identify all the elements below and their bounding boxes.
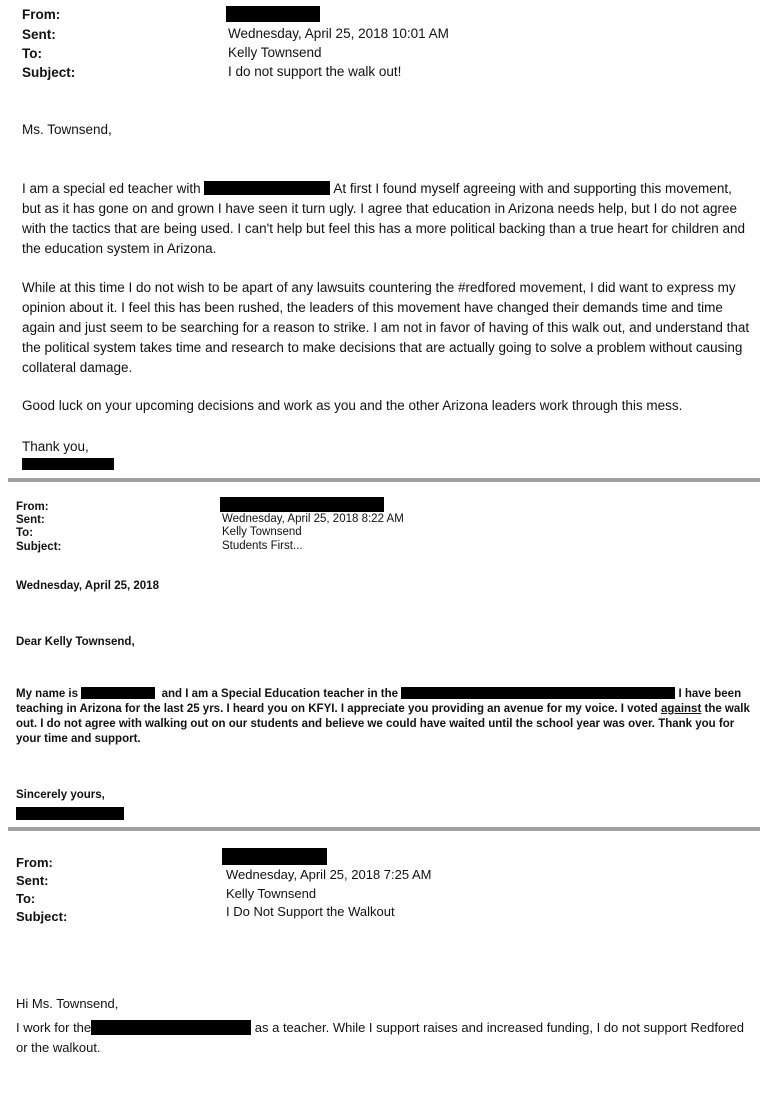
divider: [8, 478, 760, 482]
subject-label: Subject:: [22, 65, 76, 80]
to-value: Kelly Townsend: [228, 45, 322, 60]
closing: Sincerely yours,: [16, 789, 105, 801]
redacted-sender: [220, 497, 384, 512]
from-label: From:: [16, 855, 53, 870]
body-paragraph-1: [16, 1018, 746, 1058]
body-paragraph-3: Good luck on your upcoming decisions and work as you and the other Arizona leaders work through this mess.: [22, 398, 683, 413]
body-paragraph-2: While at this time I do not wish to be apart of any lawsuits countering the #redfored movement, I did want to express my opinion about it. I feel this has been rushed, the leaders of this movement have changed their demands time and time again and just seem to be searching for a reason to strike. I am not in favor of having of this walk out, and understand that the political system takes time and research to make decisions that are actually going to solve a problem without causing collateral damage.: [22, 280, 750, 375]
divider: [8, 827, 760, 831]
body-text: as a teacher. While I support raises and increased funding, I do not support Redfored or the walkout.: [16, 1020, 745, 1055]
body-text: I work for the: [16, 1020, 92, 1035]
sent-value: Wednesday, April 25, 2018 10:01 AM: [228, 26, 449, 41]
to-label: To:: [22, 46, 42, 61]
sent-label: Sent:: [16, 873, 49, 888]
body-text: I am a special ed teacher with: [22, 181, 201, 196]
date-line: Wednesday, April 25, 2018: [16, 580, 159, 592]
subject-label: Subject:: [16, 909, 68, 924]
subject-value: I Do Not Support the Walkout: [226, 904, 395, 919]
body-paragraph-1: [16, 687, 751, 747]
sent-label: Sent:: [16, 514, 45, 526]
greeting: Hi Ms. Townsend,: [16, 996, 119, 1011]
redacted-district: [91, 1020, 251, 1035]
subject-value: I do not support the walk out!: [228, 64, 402, 79]
greeting: Ms. Townsend,: [22, 122, 112, 137]
body-paragraph-1: [22, 179, 752, 259]
sent-value: Wednesday, April 25, 2018 8:22 AM: [222, 513, 404, 525]
closing: Thank you,: [22, 439, 89, 454]
from-label: From:: [16, 501, 49, 513]
to-label: To:: [16, 891, 36, 906]
greeting: Dear Kelly Townsend,: [16, 636, 135, 648]
redacted-sender: [226, 6, 320, 22]
redacted-district: [401, 687, 675, 699]
subject-value: Students First...: [222, 540, 303, 552]
body-text: At first I found myself agreeing with and supporting this movement, but as it has gone on and grown I have seen it turn ugly. I agree that education in Arizona needs help, but I do not agree with the tactics that are being used. I can't help but feel this has a more political backing than a true heart for children and the education system in Arizona.: [22, 181, 746, 256]
subject-label: Subject:: [16, 541, 62, 553]
email-3: [0, 832, 770, 1100]
sent-label: Sent:: [22, 27, 56, 42]
body-text: My name is: [16, 688, 78, 700]
redacted-sender: [222, 848, 327, 865]
to-value: Kelly Townsend: [226, 886, 317, 901]
to-label: To:: [16, 527, 34, 539]
body-text: and I am a Special Education teacher in the: [161, 688, 399, 700]
redacted-name: [81, 687, 155, 699]
body-text: the walk out. I do not agree with walking out on our students and believe we could have waited until the school year was over. Thank you for your time and support.: [16, 703, 750, 745]
to-value: Kelly Townsend: [222, 526, 302, 538]
redacted-signature: [16, 807, 124, 820]
email-2: [0, 484, 770, 826]
redacted-school: [204, 181, 330, 195]
body-text: I have been teaching in Arizona for the last 25 yrs. I heard you on KFYI. I appreciate you providing an avenue for my voice. I voted: [16, 688, 742, 715]
underlined-text: against: [661, 703, 702, 715]
sent-value: Wednesday, April 25, 2018 7:25 AM: [226, 867, 432, 882]
email-1: [0, 0, 770, 478]
from-label: From:: [22, 7, 61, 22]
redacted-signature: [22, 458, 114, 470]
